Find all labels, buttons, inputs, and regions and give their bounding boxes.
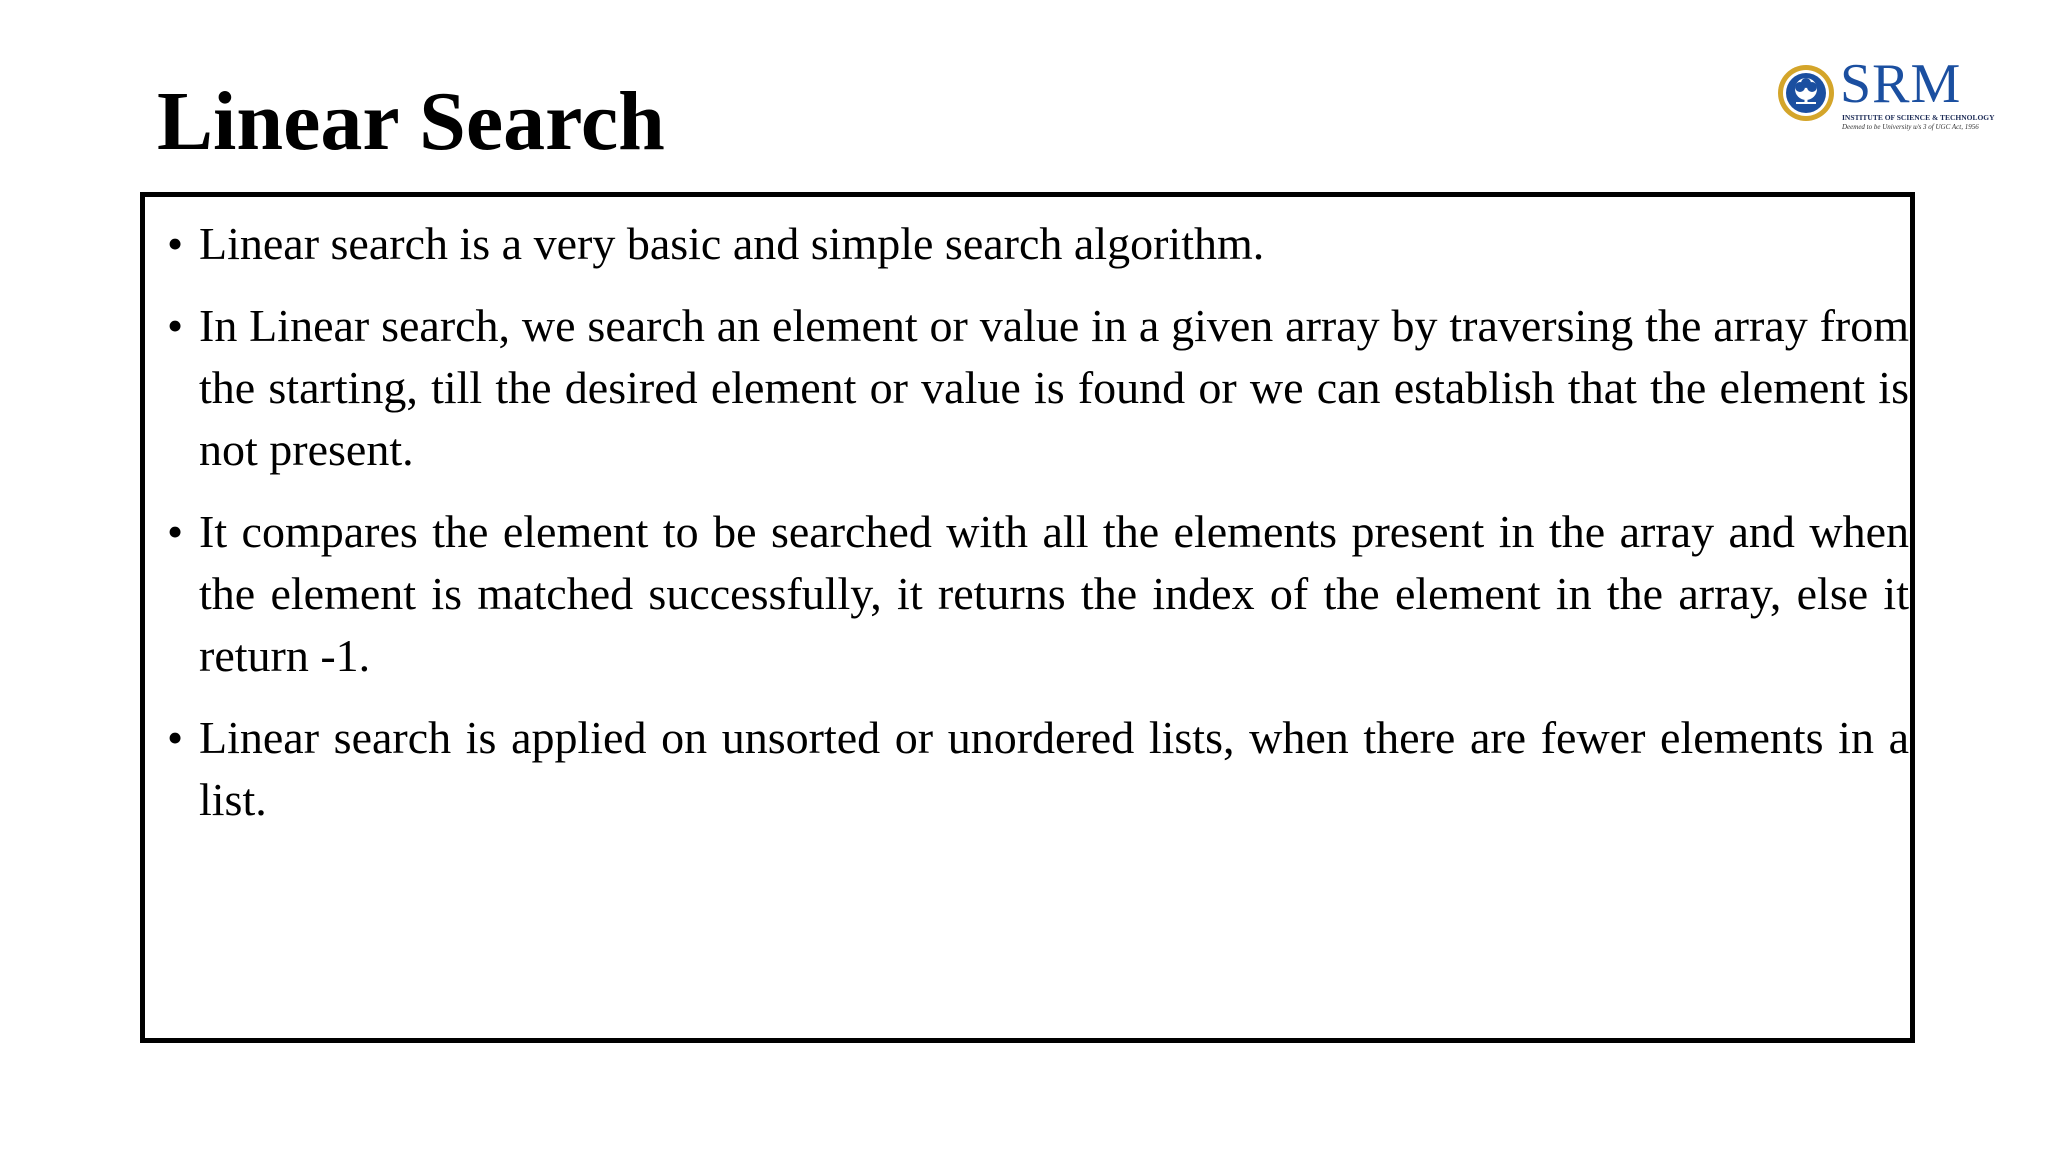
bullet-text: Linear search is a very basic and simple search algorithm. xyxy=(199,218,1265,269)
bullet-text: In Linear search, we search an element or value in a given array by traversing the array from the starting, till the desired element or value is found or we can establish that the element is not present. xyxy=(199,300,1909,475)
bullet-text: Linear search is applied on unsorted or unordered lists, when there are fewer elements in a list. xyxy=(199,712,1909,825)
list-item xyxy=(145,295,1909,481)
bullet-marker: • xyxy=(167,300,184,351)
list-item xyxy=(145,707,1909,831)
srm-deemed-line: Deemed to be University u/s 3 of UGC Act, 1956 xyxy=(1842,123,1979,131)
srm-logo xyxy=(1776,53,1995,134)
bullet-list xyxy=(145,213,1910,851)
srm-institute-line: INSTITUTE OF SCIENCE & TECHNOLOGY xyxy=(1842,113,1995,122)
srm-seal-icon xyxy=(1776,63,1836,123)
bullet-marker: • xyxy=(167,506,184,557)
bullet-marker: • xyxy=(167,218,184,269)
slide-title: Linear Search xyxy=(157,75,665,168)
bullet-text: It compares the element to be searched with all the elements present in the array and when the element is matched successfully, it returns the index of the element in the array, else it return -1. xyxy=(199,506,1909,681)
list-item xyxy=(145,213,1909,275)
content-box xyxy=(140,192,1915,1043)
bullet-marker: • xyxy=(167,712,184,763)
srm-wordmark: SRM xyxy=(1840,53,1962,115)
list-item xyxy=(145,501,1909,687)
